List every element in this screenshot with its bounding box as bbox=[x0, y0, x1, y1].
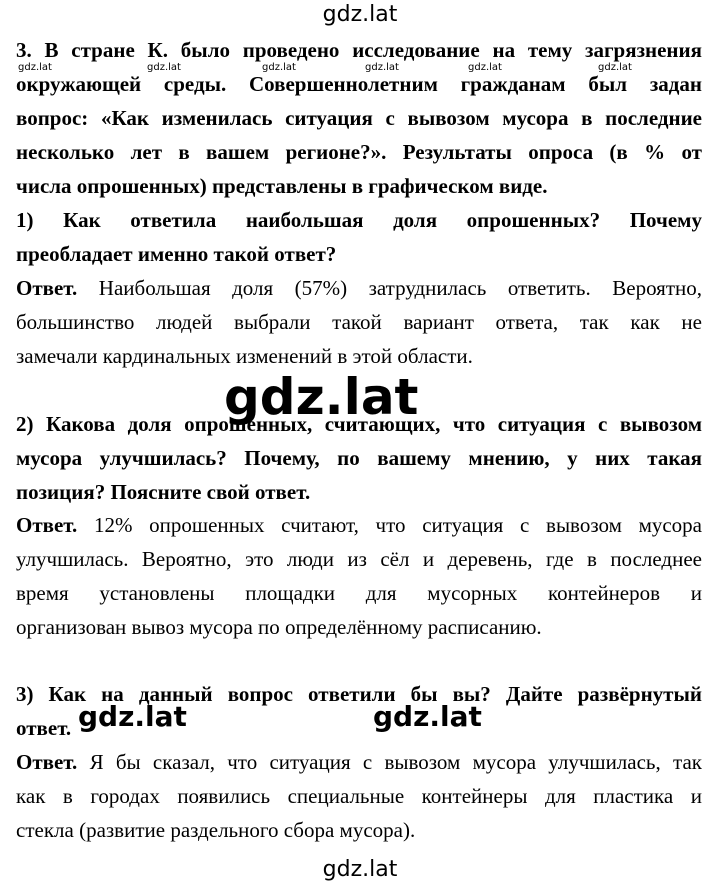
answer-line: как в городах появились специальные контейнеры для пластика и bbox=[16, 784, 702, 808]
answer-label: Ответ. bbox=[16, 513, 78, 537]
question-2 bbox=[16, 407, 702, 509]
answer-line: стекла (развитие раздельного сбора мусора). bbox=[16, 818, 416, 842]
question-line: ответ. bbox=[16, 716, 72, 740]
task-line: несколько лет в вашем регионе?». Результаты опроса (в % от bbox=[16, 140, 702, 164]
watermark-small: gdz.lat bbox=[365, 62, 399, 73]
answer-text: Наибольшая доля (57%) затруднилась ответить. Вероятно, bbox=[77, 276, 702, 300]
answer-label: Ответ. bbox=[16, 750, 78, 774]
watermark-top: gdz.lat bbox=[322, 2, 398, 27]
task-line: окружающей среды. Совершеннолетним гражданам был задан bbox=[16, 72, 702, 96]
task-statement bbox=[16, 33, 702, 203]
task-line: 3. В стране К. было проведено исследование на тему загрязнения bbox=[16, 38, 702, 62]
question-1 bbox=[16, 203, 702, 271]
answer-text: Я бы сказал, что ситуация с вывозом мусора улучшилась, так bbox=[77, 750, 702, 774]
watermark-small: gdz.lat bbox=[598, 62, 632, 73]
answer-line: замечали кардинальных изменений в этой области. bbox=[16, 344, 473, 368]
answer-line: время установлены площадки для мусорных контейнеров и bbox=[16, 581, 702, 605]
answer-line: улучшилась. Вероятно, это люди из сёл и деревень, где в последнее bbox=[16, 547, 702, 571]
watermark-small: gdz.lat bbox=[468, 62, 502, 73]
question-line: позиция? Поясните свой ответ. bbox=[16, 480, 311, 504]
answer-2 bbox=[16, 508, 702, 644]
watermark-bottom: gdz.lat bbox=[322, 857, 398, 882]
task-line: вопрос: «Как изменилась ситуация с вывозом мусора в последние bbox=[16, 106, 702, 130]
answer-1 bbox=[16, 271, 702, 373]
question-line: мусора улучшилась? Почему, по вашему мнению, у них такая bbox=[16, 446, 702, 470]
answer-text: 12% опрошенных считают, что ситуация с вывозом мусора bbox=[77, 513, 702, 537]
task-line: числа опрошенных) представлены в графическом виде. bbox=[16, 174, 548, 198]
answer-line bbox=[16, 508, 702, 542]
answer-line: организован вывоз мусора по определённому расписанию. bbox=[16, 615, 542, 639]
watermark-small: gdz.lat bbox=[18, 62, 52, 73]
watermark-small: gdz.lat bbox=[262, 62, 296, 73]
watermark-medium: gdz.lat bbox=[373, 700, 482, 733]
question-line: 3) Как на данный вопрос ответили бы вы? Дайте развёрнутый bbox=[16, 682, 702, 706]
question-line: преобладает именно такой ответ? bbox=[16, 242, 337, 266]
watermark-small: gdz.lat bbox=[147, 62, 181, 73]
answer-line: большинство людей выбрали такой вариант ответа, так как не bbox=[16, 310, 702, 334]
answer-label: Ответ. bbox=[16, 276, 78, 300]
answer-line bbox=[16, 271, 702, 305]
question-line: 2) Какова доля опрошенных, считающих, что ситуация с вывозом bbox=[16, 412, 702, 436]
watermark-large: gdz.lat bbox=[224, 368, 419, 426]
answer-3 bbox=[16, 745, 702, 847]
watermark-medium: gdz.lat bbox=[78, 700, 187, 733]
question-line: 1) Как ответила наибольшая доля опрошенных? Почему bbox=[16, 208, 702, 232]
answer-line bbox=[16, 745, 702, 779]
